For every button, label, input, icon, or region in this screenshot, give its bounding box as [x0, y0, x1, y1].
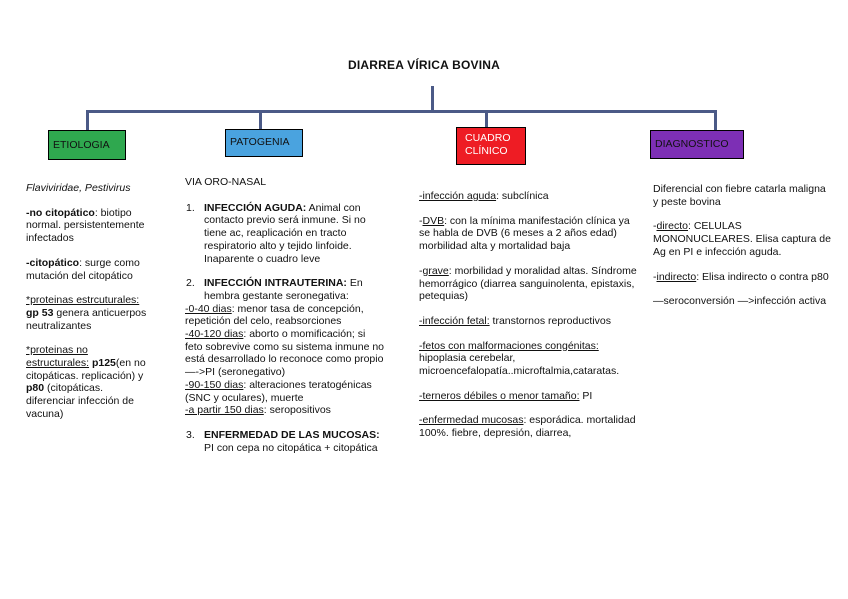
infeccion-intrauterina-item: 2. INFECCIÓN INTRAUTERINA: En hembra gestante seronegativa:: [186, 277, 363, 302]
connector-diagnostico: [714, 110, 717, 130]
proteinas-no-estructurales-text: *proteinas no estructurales: p125(en no citopáticas. replicación) y p80 (citopáticas. diferenciar infección de vacuna): [26, 344, 146, 420]
diagnostico-box: [650, 130, 744, 159]
proteinas-estructurales-text: *proteinas estrcuturales: gp 53 genera anticuerpos neutralizantes: [26, 294, 147, 332]
diferencial-text: Diferencial con fiebre catarla maligna y peste bovina: [653, 183, 826, 208]
seroconversion-text: —seroconversión —>infección activa: [653, 295, 827, 308]
connector-etiologia: [86, 110, 89, 130]
grave-text: -grave: morbilidad y moralidad altas. Síndrome hemorrágico (diarrea sanguinolenta, epistaxis, petequias): [419, 264, 637, 303]
connector-patogenia: [259, 110, 262, 129]
diagram-title: DIARREA VÍRICA BOVINA: [348, 58, 500, 72]
infeccion-aguda-item: 1. INFECCIÓN AGUDA: Animal con contacto previo será inmune. Si no tiene ac, reaplicación en tracto respiratorio alto y tejido linfoide. Inaparente o cuadro leve: [186, 201, 366, 265]
etiologia-label: ETIOLOGIA: [53, 139, 110, 151]
etiologia-box: [48, 130, 126, 160]
diagnostico-label: DIAGNOSTICO: [655, 138, 729, 150]
connector-cuadro: [485, 110, 488, 127]
via-text: VIA ORO-NASAL: [185, 176, 267, 188]
cuadro-clinico-box: [456, 127, 526, 165]
infeccion-aguda-text: -infección aguda: subclínica: [419, 190, 549, 202]
indirecto-text: -indirecto: Elisa indirecto o contra p80: [653, 270, 829, 283]
branch-connector: [86, 110, 716, 113]
cuadro-clinico-label: CUADRO CLÍNICO: [465, 132, 511, 157]
enfermedad-mucosas-text: -enfermedad mucosas: esporádica. mortalidad 100%. fiebre, depresión, diarrea,: [419, 414, 636, 440]
patogenia-box: [225, 129, 303, 157]
dvb-text: -DVB: con la mínima manifestación clínica ya se habla de DVB (6 meses a 2 años edad) morbilidad alta y mortalidad baja: [419, 214, 630, 253]
gestation-90-150: -90-150 dias: alteraciones teratogénicas (SNC y oculares), muerte: [185, 378, 372, 404]
cuadro-clinico-column: [419, 190, 637, 452]
gestation-150-plus: -a partir 150 dias: seropositivos: [185, 404, 331, 417]
enfermedad-mucosas-item: 3. ENFERMEDAD DE LAS MUCOSAS: PI con cepa no citopática + citopática: [186, 428, 380, 454]
patogenia-label: PATOGENIA: [230, 136, 290, 148]
virus-family: Flaviviridae, Pestivirus: [26, 182, 131, 194]
gestation-0-40: -0-40 dias: menor tasa de concepción, repetición del celo, reabsorciones: [185, 302, 364, 328]
terneros-debiles-text: -terneros débiles o menor tamaño: PI: [419, 389, 593, 402]
patogenia-column: [185, 176, 385, 466]
no-citopatico-text: -no citopático: biotipo normal. persistentemente infectados: [26, 206, 145, 245]
directo-text: -directo: CELULAS MONONUCLEARES. Elisa captura de Ag en PI e infección aguda.: [653, 220, 831, 258]
citopatico-text: -citopático: surge como mutación del citopático: [26, 256, 140, 282]
trunk-connector: [431, 86, 434, 112]
malformaciones-text: -fetos con malformaciones congénitas: hipoplasia cerebelar, microencefalopatía..microftalmia,cataratas.: [419, 339, 620, 378]
gestation-40-120: -40-120 dias: aborto o momificación; si feto sobrevive como su sistema inmune no está desarrollado lo reconoce como propio —->PI (seronegativo): [185, 328, 385, 379]
etiologia-column: [26, 182, 152, 433]
diagnostico-column: [653, 183, 831, 320]
infeccion-fetal-text: -infección fetal: transtornos reproductivos: [419, 314, 612, 327]
